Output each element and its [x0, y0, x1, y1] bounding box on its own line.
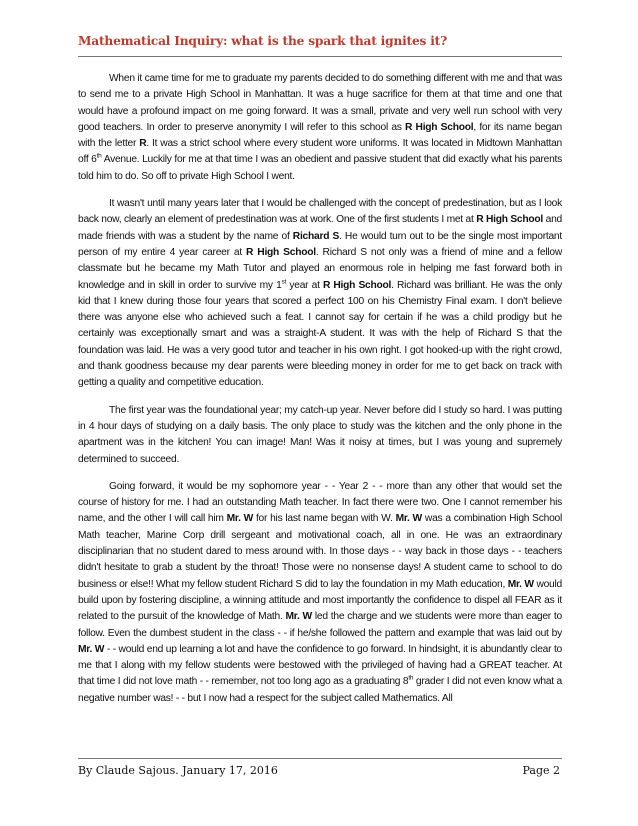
footer-page-number: Page 2	[522, 764, 560, 777]
header-divider	[78, 56, 562, 57]
paragraph-2: It wasn't until many years later that I would be challenged with the concept of predestination, but as I look back now, clearly an element of predestination was at work. One of the first students I met at R High School and made friends with was a student by the name of Richard S. He would turn out to be the single most important person of my entire 4 year career at R High School. Richard S not only was a friend of mine and a fellow classmate but he became my Math Tutor and played an enormous role in helping me fast forward both in knowledge and in skill in order to survive my 1st year at R High School. Richard was brilliant. He was the only kid that I knew during those four years that scored a perfect 100 on his Chemistry Final exam. I don't believe there was anyone else who achieved such a feat. I cannot say for certain if he was a child prodigy but he certainly was exceptionally smart and was a straight-A student. It was with the help of Richard S that the foundation was laid. He was a very good tutor and teacher in his own right. I got hooked-up with the right crowd, and thank goodness because my dear parents were bleeding money in order for me to get back on track with getting a quality and competitive education.	[78, 198, 562, 389]
document-body	[78, 71, 562, 718]
page-header-title: Mathematical Inquiry: what is the spark that ignites it?	[78, 34, 448, 48]
paragraph-3: The first year was the foundational year; my catch-up year. Never before did I study so hard. I was putting in 4 hour days of studying on a daily basis. The only place to study was the kitchen and the only phone in the apartment was in the kitchen! You can image! Man! Was it noisy at times, but I was young and supremely determined to succeed.	[78, 404, 562, 465]
footer-author-date: By Claude Sajous. January 17, 2016	[78, 764, 278, 777]
paragraph-1: When it came time for me to graduate my parents decided to do something different with me and that was to send me to a private High School in Manhattan. It was a huge sacrifice for them at that time and one that would have a profound impact on me going forward. It was a small, private and very well run school with very good teachers. In order to preserve anonymity I will refer to this school as R High School, for its name began with the letter R. It was a strict school where every student wore uniforms. It was located in Midtown Manhattan off 6th Avenue. Luckily for me at that time I was an obedient and passive student that did exactly what his parents told him to do. So off to private High School I went.	[78, 73, 563, 182]
footer-divider	[78, 758, 562, 759]
paragraph-4: Going forward, it would be my sophomore year - - Year 2 - - more than any other that would set the course of history for me. I had an outstanding Math teacher. In fact there were two. One I cannot remember his name, and the other I will call him Mr. W for his last name began with W. Mr. W was a combination High School Math teacher, Marine Corp drill sergeant and motivational coach, all in one. He was an extraordinary disciplinarian that no student dared to mess around with. In those days - - way back in those days - - teachers didn't hesitate to grab a student by the throat! Those were no nonsense days! A student came to school to do business or else!! What my fellow student Richard S did to lay the foundation in my Math education, Mr. W would build upon by fostering discipline, a winning attitude and most importantly the confidence to dispel all FEAR as it related to the pursuit of the knowledge of Math. Mr. W led the charge and we students were more than eager to follow. Even the dumbest student in the class - - if he/she followed the pattern and example that was laid out by Mr. W - - would end up learning a lot and have the confidence to go forward. In hindsight, it is abundantly clear to me that I along with my fellow students were bestowed with the privileged of having had a GREAT teacher. At that time I did not love math - - remember, not too long ago as a graduating 8th grader I did not even know what a negative number was! - - but I now had a respect for the subject called Mathematics. All	[78, 480, 562, 704]
